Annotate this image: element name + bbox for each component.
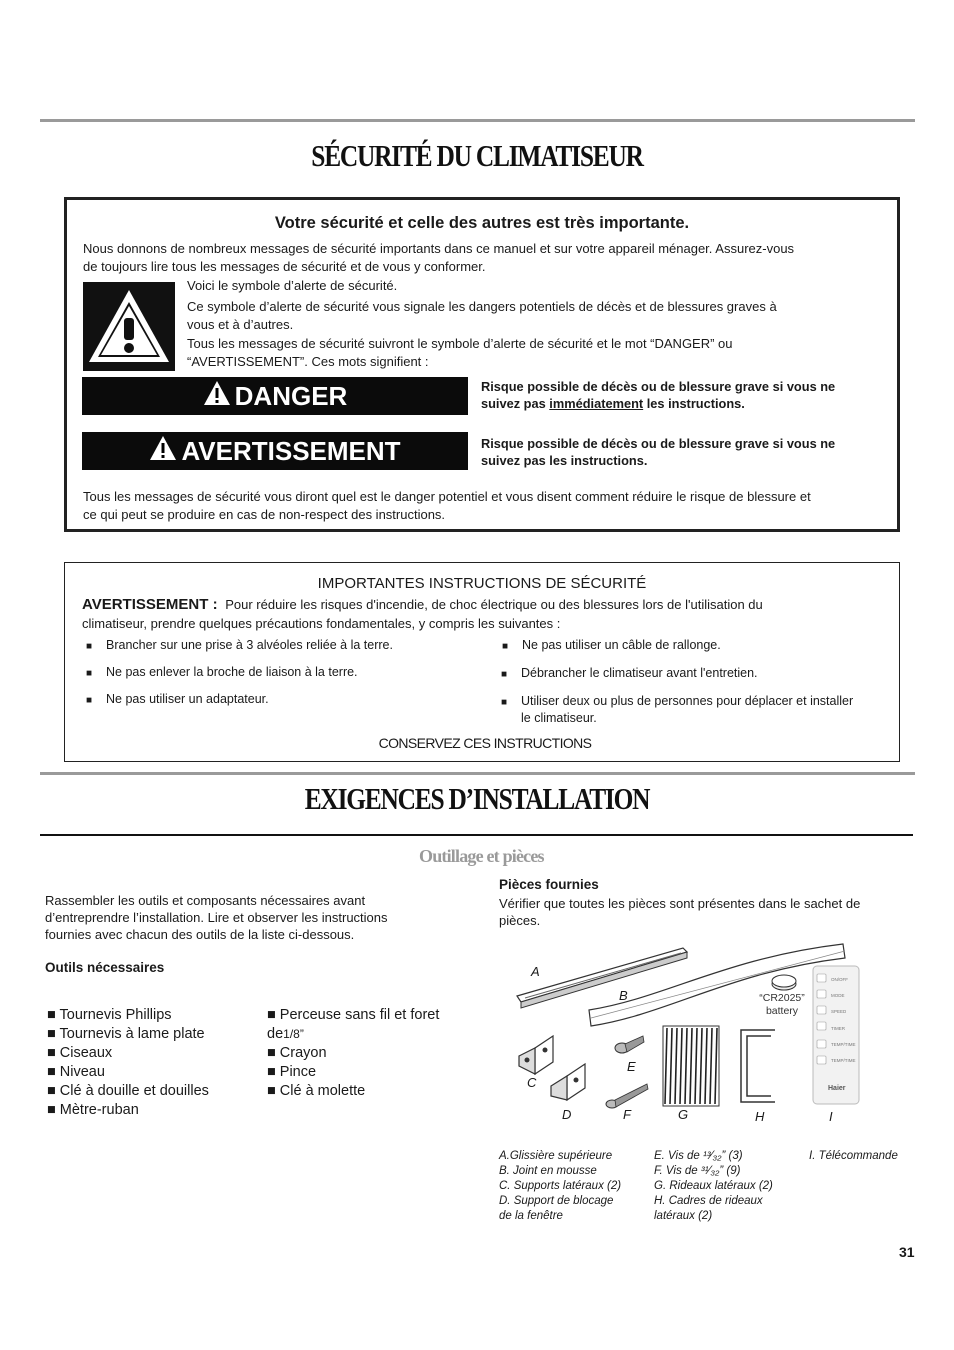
list-item: ■ Ne pas utiliser un câble de rallonge. — [522, 637, 721, 654]
warning-label: AVERTISSEMENT — [181, 435, 401, 466]
symbol-desc-line2: vous et à d’autres. — [187, 317, 294, 332]
list-item: ■ Perceuse sans fil et foret — [267, 1007, 440, 1023]
battery-icon — [772, 975, 796, 990]
symbol-desc-line1: Ce symbole d’alerte de sécurité vous signale les dangers potentiels de décès et de blessures graves à — [187, 299, 777, 314]
parts-caption-item: D. Support de blocage — [499, 1195, 614, 1207]
danger-text-line1: Risque possible de décès ou de blessure grave si vous ne — [481, 379, 836, 394]
long-screw-icon — [606, 1084, 648, 1108]
install-intro-line2: d’entreprendre l’installation. Lire et observer les instructions — [45, 910, 388, 925]
curtain-frame-icon — [741, 1030, 775, 1102]
list-item: ■ Ne pas utiliser un adaptateur. — [106, 691, 269, 708]
important-warning — [82, 596, 882, 614]
parts-caption-item: F. Vis de ³¹⁄₃₂” (9) — [654, 1165, 741, 1177]
list-item: ■ Tournevis à lame plate — [47, 1026, 205, 1042]
tools-heading: Outils nécessaires — [45, 960, 165, 975]
part-label-b: B — [619, 988, 628, 1003]
warning-bar — [82, 432, 468, 470]
follow-line2: “AVERTISSEMENT”. Ces mots signifient : — [187, 354, 429, 369]
list-item — [267, 1025, 439, 1044]
middle-rule — [40, 772, 915, 775]
battery-label-line1: “CR2025” — [759, 992, 805, 1004]
list-item-continuation: le climatiseur. — [521, 711, 597, 725]
remote-label-timer: TIMER — [831, 1025, 845, 1031]
install-intro-line3: fournies avec chacun des outils de la liste ci-dessous. — [45, 927, 355, 942]
part-label-a: A — [531, 964, 540, 979]
parts-caption-item: C. Supports latéraux (2) — [499, 1180, 622, 1192]
tools-right-list — [267, 1006, 439, 1101]
remote-label-onoff: ON/OFF — [831, 977, 848, 982]
remote-label-temptime-1: TEMP/TIME — [831, 1041, 856, 1047]
danger-label: DANGER — [234, 380, 348, 411]
parts-intro — [499, 895, 860, 929]
install-title: EXIGENCES D’INSTALLATION — [304, 781, 650, 816]
danger-alert-icon — [203, 380, 231, 413]
list-item: ■ Clé à douille et douilles — [47, 1083, 209, 1099]
warning-text-line1: Risque possible de décès ou de blessure grave si vous ne — [481, 436, 836, 451]
top-rule — [40, 119, 915, 122]
part-label-h: H — [755, 1109, 765, 1124]
parts-caption-item: de la fenêtre — [499, 1210, 563, 1222]
part-label-c: C — [527, 1075, 537, 1090]
drill-bit-size: 1/8” — [283, 1027, 304, 1041]
parts-caption-item: G. Rideaux latéraux (2) — [654, 1180, 773, 1192]
list-item: ■ Débrancher le climatiseur avant l'entretien. — [521, 665, 758, 682]
battery-label-line2: battery — [765, 1005, 799, 1017]
parts-caption-col2 — [654, 1149, 773, 1224]
list-item: ■ Clé à molette — [267, 1083, 366, 1099]
keep-instructions: CONSERVEZ CES INSTRUCTIONS — [378, 735, 592, 751]
list-item: ■ Crayon — [267, 1045, 327, 1061]
install-intro — [45, 892, 388, 943]
danger-text-part-c: les instructions. — [643, 396, 745, 411]
important-warning-label: AVERTISSEMENT : — [82, 596, 218, 613]
warning-text — [481, 435, 835, 469]
parts-caption-item: A.Glissière supérieure — [499, 1150, 613, 1162]
parts-intro-line1: Vérifier que toutes les pièces sont présentes dans le sachet de — [499, 896, 861, 911]
important-warning-text1: Pour réduire les risques d'incendie, de choc électrique ou des blessures lors de l'utilisation du — [225, 597, 763, 612]
danger-text-line2 — [481, 395, 835, 412]
danger-text-part-a: suivez pas — [481, 396, 550, 411]
tools-left-list — [47, 1006, 209, 1120]
part-label-d: D — [562, 1107, 572, 1122]
list-item: ■ Niveau — [47, 1064, 105, 1080]
safety-title: SÉCURITÉ DU CLIMATISEUR — [311, 138, 643, 173]
follow-line1: Tous les messages de sécurité suivront le symbole d’alerte de sécurité et le mot “DANGER” ou — [187, 336, 733, 351]
list-item: ■ Mètre-ruban — [47, 1102, 139, 1118]
safety-intro-line1: Nous donnons de nombreux messages de sécurité importants dans ce manuel et sur votre appareil ménager. Assurez-vous — [83, 241, 795, 256]
safety-heading: Votre sécurité et celle des autres est très importante. — [274, 214, 690, 232]
safety-info-box — [64, 197, 900, 532]
part-label-g: G — [678, 1107, 689, 1122]
danger-text-emphasis: immédiatement — [549, 396, 644, 411]
symbol-line: Voici le symbole d’alerte de sécurité. — [187, 278, 398, 293]
remote-brand-label: Haier — [828, 1085, 846, 1092]
part-label-e: E — [627, 1059, 636, 1074]
list-item: ■ Tournevis Phillips — [47, 1007, 172, 1023]
side-curtain-icon — [663, 1026, 719, 1106]
side-bracket-icon — [519, 1036, 553, 1074]
list-item: ■ Utiliser deux ou plus de personnes pour déplacer et installer — [521, 693, 853, 710]
important-warning-text2: climatiseur, prendre quelques précautions fondamentales, y compris les suivantes : — [82, 616, 561, 631]
danger-text — [481, 378, 835, 412]
remote-label-speed: SPEED — [831, 1009, 847, 1015]
warning-text-line2: suivez pas les instructions. — [481, 453, 648, 468]
danger-bar — [82, 377, 468, 415]
install-intro-line1: Rassembler les outils et composants nécessaires avant — [45, 893, 366, 908]
install-rule — [40, 834, 913, 836]
important-instructions-heading: IMPORTANTES INSTRUCTIONS DE SÉCURITÉ — [317, 575, 647, 592]
list-item: ■ Ne pas enlever la broche de liaison à la terre. — [106, 664, 358, 681]
parts-caption-item: B. Joint en mousse — [499, 1165, 597, 1177]
page-number: 31 — [899, 1244, 915, 1260]
list-item: ■ Pince — [267, 1064, 317, 1080]
safety-footer-line2: ce qui peut se produire en cas de non-respect des instructions. — [83, 507, 446, 522]
parts-caption-col1 — [499, 1149, 621, 1224]
list-item: ■ Brancher sur une prise à 3 alvéoles reliée à la terre. — [106, 637, 393, 654]
install-subtitle: Outillage et pièces — [419, 846, 544, 866]
parts-caption-item: I. Télécommande — [809, 1150, 898, 1162]
part-label-f: F — [623, 1107, 631, 1122]
remote-label-mode: MODE — [831, 993, 845, 999]
safety-footer-line1: Tous les messages de sécurité vous diront quel est le danger potentiel et vous disent comment réduire le risque de blessure et — [83, 489, 811, 504]
remote-button-labels — [831, 972, 856, 1069]
battery-label — [756, 992, 808, 1018]
remote-label-temptime-2: TEMP/TIME — [831, 1058, 856, 1064]
drill-bit-prefix: de — [267, 1026, 284, 1042]
important-instructions-box — [64, 562, 900, 762]
parts-caption-item: H. Cadres de rideaux — [654, 1195, 763, 1207]
parts-illustration — [505, 938, 875, 1128]
list-item: ■ Ciseaux — [47, 1045, 113, 1061]
safety-intro-line2: de toujours lire tous les messages de sécurité et de vous y conformer. — [83, 259, 486, 274]
parts-caption-item: E. Vis de ¹³⁄₃₂” (3) — [654, 1150, 743, 1162]
window-lock-bracket-icon — [551, 1064, 585, 1100]
part-label-i: I — [829, 1109, 833, 1124]
parts-intro-line2: pièces. — [499, 913, 541, 928]
parts-caption-col3 — [809, 1149, 898, 1164]
parts-heading: Pièces fournies — [499, 877, 599, 892]
warning-alert-icon — [149, 435, 177, 468]
parts-caption-item: latéraux (2) — [654, 1210, 713, 1222]
short-screw-icon — [615, 1036, 644, 1053]
safety-alert-symbol-icon — [83, 282, 175, 371]
